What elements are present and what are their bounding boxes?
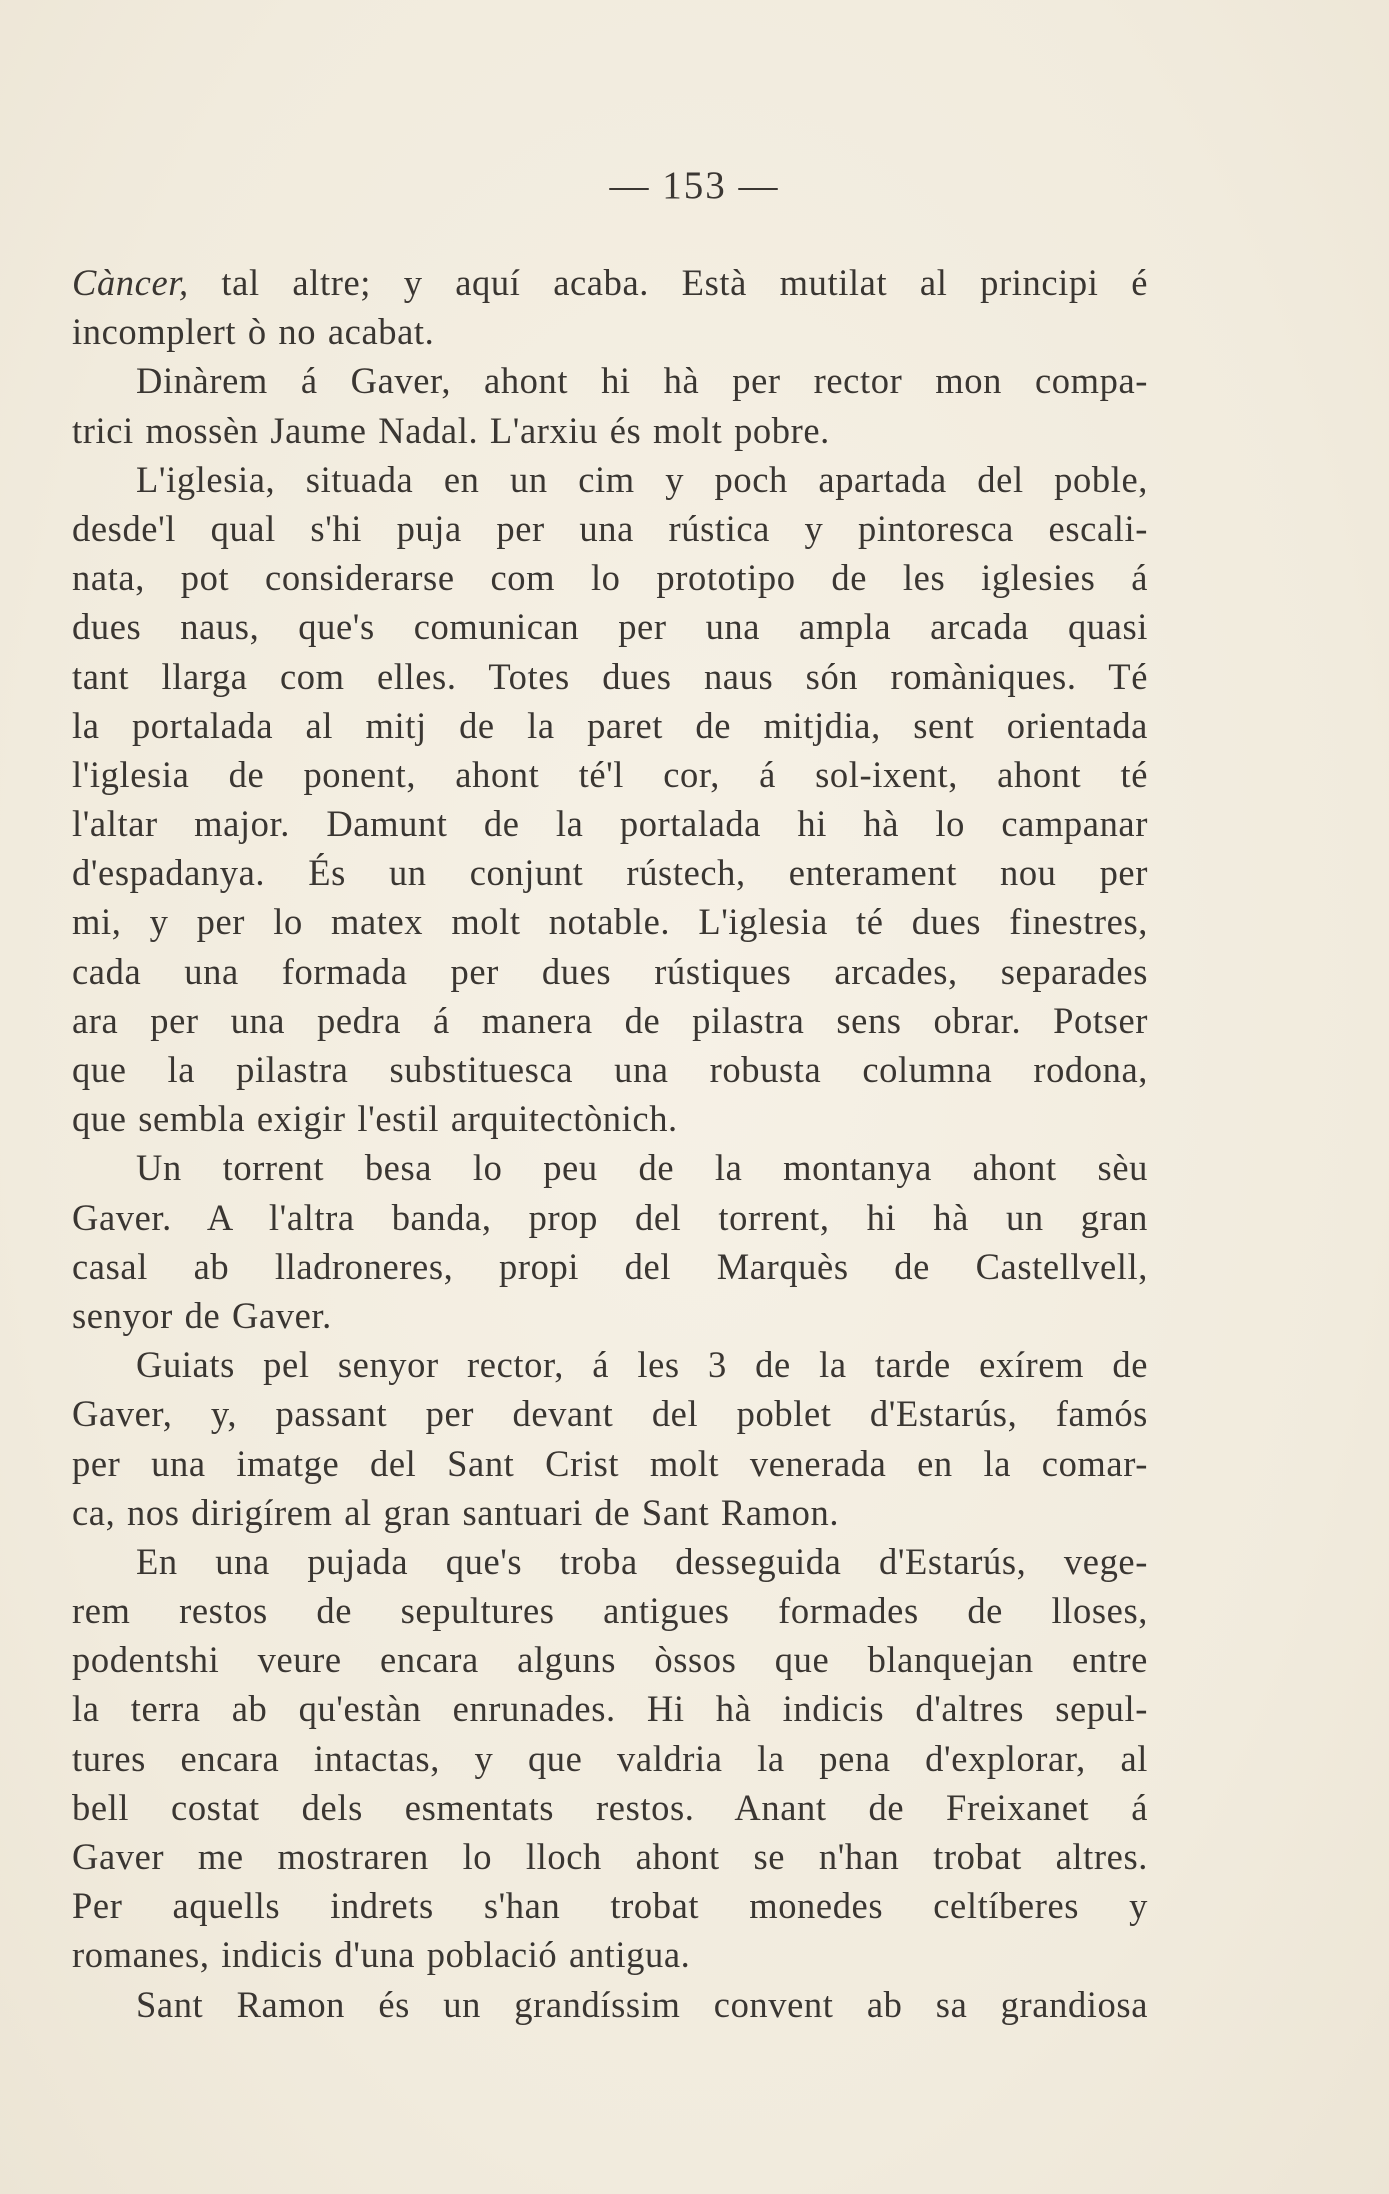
text-line bbox=[72, 1094, 1148, 1143]
line-text: incomplert ò no acabat. bbox=[72, 311, 435, 353]
text-line bbox=[72, 1783, 1148, 1832]
text-line bbox=[72, 1980, 1148, 2029]
line-text: tures encara intactas, y que valdria la pena d'explorar, al bbox=[72, 1737, 1148, 1779]
text-line bbox=[72, 799, 1148, 848]
line-text: trici mossèn Jaume Nadal. L'arxiu és molt pobre. bbox=[72, 409, 830, 451]
text-line bbox=[72, 1242, 1148, 1291]
text-line bbox=[72, 701, 1148, 750]
text-line bbox=[72, 455, 1148, 504]
text-line bbox=[72, 504, 1148, 553]
line-text: senyor de Gaver. bbox=[72, 1294, 332, 1336]
line-text: En una pujada que's troba desseguida d'Estarús, vege- bbox=[136, 1540, 1148, 1582]
page-number: — 153 — bbox=[609, 164, 780, 207]
line-text: casal ab lladroneres, propi del Marquès de Castellvell, bbox=[72, 1245, 1148, 1287]
text-line bbox=[72, 1930, 1148, 1979]
line-text: bell costat dels esmentats restos. Anant de Freixanet á bbox=[72, 1786, 1148, 1828]
text-line bbox=[72, 1488, 1148, 1537]
line-text: ca, nos dirigírem al gran santuari de Sant Ramon. bbox=[72, 1491, 840, 1533]
line-text: l'altar major. Damunt de la portalada hi hà lo campanar bbox=[72, 803, 1148, 845]
line-text: Gaver, y, passant per devant del poblet d'Estarús, famós bbox=[72, 1393, 1148, 1435]
italic-word: Càncer, bbox=[72, 262, 189, 303]
line-text: tal altre; y aquí acaba. Està mutilat al principi é bbox=[188, 262, 1148, 303]
line-text: Sant Ramon és un grandíssim convent ab sa grandiosa bbox=[136, 1983, 1148, 2025]
text-line bbox=[72, 1734, 1148, 1783]
line-text: mi, y per lo matex molt notable. L'iglesia té dues finestres, bbox=[72, 901, 1148, 943]
line-text: nata, pot considerarse com lo prototipo de les iglesies á bbox=[72, 557, 1148, 599]
text-line bbox=[72, 1635, 1148, 1684]
text-line bbox=[72, 1143, 1148, 1192]
text-line bbox=[72, 996, 1148, 1045]
line-text: l'iglesia de ponent, ahont té'l cor, á sol-ixent, ahont té bbox=[72, 753, 1148, 795]
text-line bbox=[72, 750, 1148, 799]
text-line bbox=[72, 553, 1148, 602]
line-text: Dinàrem á Gaver, ahont hi hà per rector mon compa- bbox=[136, 360, 1148, 402]
line-text: rem restos de sepultures antigues formades de lloses, bbox=[72, 1590, 1148, 1632]
line-text: d'espadanya. És un conjunt rústech, enterament nou per bbox=[72, 852, 1148, 894]
text-line bbox=[72, 1193, 1148, 1242]
line-text: tant llarga com elles. Totes dues naus són romàniques. Té bbox=[72, 655, 1148, 697]
line-text: Per aquells indrets s'han trobat monedes celtíberes y bbox=[72, 1885, 1148, 1927]
text-line bbox=[72, 1291, 1148, 1340]
line-text: per una imatge del Sant Crist molt venerada en la comar- bbox=[72, 1442, 1148, 1484]
text-line bbox=[72, 1832, 1148, 1881]
text-line bbox=[72, 848, 1148, 897]
line-text: dues naus, que's comunican per una ampla arcada quasi bbox=[72, 606, 1148, 648]
text-line bbox=[72, 897, 1148, 946]
line-text: que sembla exigir l'estil arquitectònich. bbox=[72, 1098, 678, 1140]
body-text bbox=[72, 258, 1148, 2029]
line-text: romanes, indicis d'una població antigua. bbox=[72, 1934, 691, 1976]
line-text: desde'l qual s'hi puja per una rústica y pintoresca escali- bbox=[72, 507, 1148, 549]
text-line bbox=[72, 1881, 1148, 1930]
text-line bbox=[72, 356, 1148, 405]
text-line bbox=[72, 1045, 1148, 1094]
line-text: Guiats pel senyor rector, á les 3 de la tarde exírem de bbox=[136, 1344, 1148, 1386]
text-line bbox=[72, 1537, 1148, 1586]
text-line bbox=[72, 258, 1148, 307]
text-line bbox=[72, 406, 1148, 455]
text-line bbox=[72, 307, 1148, 356]
line-text: Gaver. A l'altra banda, prop del torrent, hi hà un gran bbox=[72, 1196, 1148, 1238]
text-line bbox=[72, 1439, 1148, 1488]
line-text: cada una formada per dues rústiques arcades, separades bbox=[72, 950, 1148, 992]
text-line bbox=[72, 1340, 1148, 1389]
text-line bbox=[72, 602, 1148, 651]
line-text: podentshi veure encara alguns òssos que blanquejan entre bbox=[72, 1639, 1148, 1681]
line-text: que la pilastra substituesca una robusta columna rodona, bbox=[72, 1049, 1148, 1090]
line-text: Un torrent besa lo peu de la montanya ahont sèu bbox=[136, 1147, 1148, 1189]
text-line bbox=[72, 1684, 1148, 1733]
text-line bbox=[72, 947, 1148, 996]
line-text: la terra ab qu'estàn enrunades. Hi hà indicis d'altres sepul- bbox=[72, 1688, 1148, 1730]
line-text: ara per una pedra á manera de pilastra sens obrar. Potser bbox=[72, 999, 1148, 1041]
line-text: Gaver me mostraren lo lloch ahont se n'han trobat altres. bbox=[72, 1836, 1148, 1877]
text-line bbox=[72, 1389, 1148, 1438]
text-line bbox=[72, 652, 1148, 701]
text-line bbox=[72, 1586, 1148, 1635]
line-text: L'iglesia, situada en un cim y poch apartada del poble, bbox=[136, 458, 1148, 500]
line-text: la portalada al mitj de la paret de mitjdia, sent orientada bbox=[72, 704, 1148, 746]
